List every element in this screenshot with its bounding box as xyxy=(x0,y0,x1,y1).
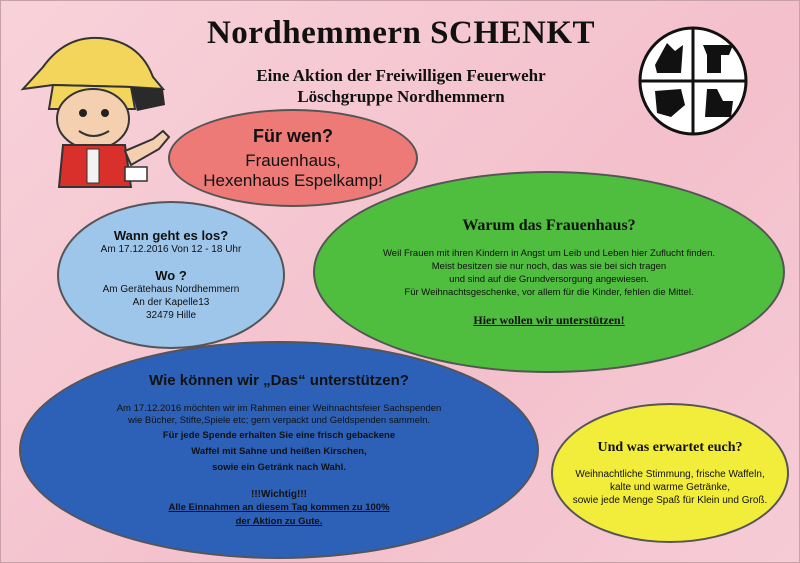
wo-heading: Wo ? xyxy=(155,268,187,283)
warum-line: Für Weihnachtsgeschenke, vor allem für die Kinder, fehlen die Mittel. xyxy=(404,286,694,298)
firefighter-mascot-icon xyxy=(13,27,173,189)
fuer-wen-heading: Für wen? xyxy=(253,125,333,146)
warum-line: und sind auf die Grundversorgung angewiesen. xyxy=(449,273,649,285)
wie-heading: Wie können wir „Das“ unterstützen? xyxy=(149,372,409,389)
erwartet-text xyxy=(573,468,768,507)
wie-note: Alle Einnahmen an diesem Tag kommen zu 100% xyxy=(168,502,390,513)
wie-offer: Für jede Spende erhalten Sie eine frisch gebackene xyxy=(162,430,396,441)
page-title: Nordhemmern SCHENKT xyxy=(206,15,596,51)
wie-note: der Aktion zu Gute. xyxy=(235,516,323,527)
subtitle-line: Löschgruppe Nordhemmern xyxy=(297,87,505,106)
warum-support: Hier wollen wir unterstützen! xyxy=(473,312,625,327)
subtitle-line: Eine Aktion der Freiwilligen Feuerwehr xyxy=(256,66,546,85)
page-subtitle xyxy=(161,65,641,107)
wichtig-label: !!!Wichtig!!! xyxy=(251,489,307,500)
warum-text xyxy=(383,247,715,299)
erwartet-heading: Und was erwartet euch? xyxy=(597,439,743,455)
wann-heading: Wann geht es los? xyxy=(113,228,229,243)
address-line: An der Kapelle13 xyxy=(132,297,210,308)
fuer-wen-text: Hexenhaus Espelkamp! xyxy=(203,170,383,190)
wie-text: wie Bücher, Stifte,Spiele etc; gern verpackt und Geldspenden sammeln. xyxy=(127,415,431,426)
wie-offer: sowie ein Getränk nach Wahl. xyxy=(212,462,346,473)
warum-line: Weil Frauen mit ihren Kindern in Angst um Leib und Leben hier Zuflucht finden. xyxy=(383,247,715,259)
erwartet-line: sowie jede Menge Spaß für Klein und Groß. xyxy=(572,494,768,506)
address-line: Am Gerätehaus Nordhemmern xyxy=(102,284,240,295)
fuer-wen-bubble xyxy=(168,109,418,207)
fire-brigade-emblem-icon xyxy=(637,25,749,137)
erwartet-line: Weihnachtliche Stimmung, frische Waffeln, xyxy=(575,468,765,480)
wie-text: Am 17.12.2016 möchten wir im Rahmen einer Weihnachtsfeier Sachspenden xyxy=(116,403,442,414)
address-line: 32479 Hille xyxy=(145,310,197,321)
erwartet-bubble xyxy=(551,403,789,543)
warum-line: Meist besitzen sie nur noch, das was sie bei sich tragen xyxy=(431,260,667,272)
erwartet-line: kalte und warme Getränke, xyxy=(609,481,731,493)
warum-bubble xyxy=(313,171,785,373)
wann-date: Am 17.12.2016 Von 12 - 18 Uhr xyxy=(100,244,242,255)
wann-bubble xyxy=(57,201,285,349)
warum-heading: Warum das Frauenhaus? xyxy=(462,216,636,234)
wie-bubble xyxy=(19,341,539,559)
wie-offer: Waffel mit Sahne und heißen Kirschen, xyxy=(191,446,367,457)
fuer-wen-text: Frauenhaus, xyxy=(245,150,341,170)
